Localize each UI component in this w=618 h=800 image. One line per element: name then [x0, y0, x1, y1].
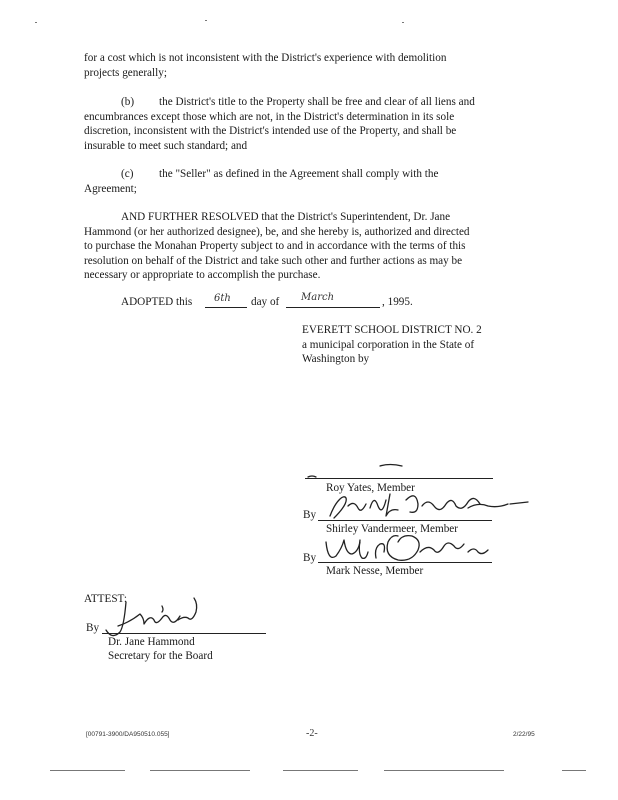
scan-speck	[562, 770, 586, 771]
text-line: to purchase the Monahan Property subject to and in accordance with the terms of this	[84, 240, 466, 253]
item-label: (c)	[121, 168, 134, 180]
scan-speck	[35, 22, 37, 23]
district-desc: Washington by	[302, 353, 370, 366]
text-line: for a cost which is not inconsistent with the District's experience with demolition	[84, 52, 447, 64]
adopted-month-value: March	[301, 292, 335, 303]
scan-speck	[205, 20, 207, 21]
shirley-vandermeer-signature	[318, 486, 533, 522]
signer-name-mark: Mark Nesse, Member	[326, 565, 424, 577]
text-line: necessary or appropriate to accomplish the purchase.	[84, 269, 321, 282]
text-line: projects generally;	[84, 66, 167, 79]
attest-title: Secretary for the Board	[108, 650, 213, 662]
paragraph-b	[84, 95, 532, 153]
attest-name: Dr. Jane Hammond	[108, 636, 195, 648]
footer-date: 2/22/95	[513, 731, 535, 738]
paragraph-c	[84, 167, 532, 196]
adopted-line	[121, 292, 481, 311]
month-blank	[286, 307, 380, 308]
adopted-mid: day of	[251, 296, 280, 308]
footer-file-ref: [00791-3900/DA950510.055]	[86, 731, 170, 738]
adopted-prefix: ADOPTED this	[121, 296, 193, 308]
district-name: EVERETT SCHOOL DISTRICT NO. 2	[302, 324, 482, 336]
item-label: (b)	[121, 96, 135, 108]
text-line: encumbrances except those which are not, in the District's determination in its sole	[84, 110, 455, 123]
signer-name-shirley: Shirley Vandermeer, Member	[326, 523, 458, 535]
scan-line	[283, 770, 358, 771]
mark-nesse-signature	[320, 530, 500, 566]
attest-by-label: By	[86, 622, 100, 634]
text-line: Hammond (or her authorized designee), be, and she hereby is, authorized and directed	[84, 225, 470, 238]
signer-name-roy: Roy Yates, Member	[326, 482, 415, 494]
text-line: Agreement;	[84, 182, 137, 195]
by-label: By	[303, 552, 317, 564]
text-line: insurable to meet such standard; and	[84, 139, 248, 152]
district-block	[302, 323, 542, 367]
attest-label: ATTEST:	[84, 593, 127, 605]
day-blank	[205, 307, 247, 308]
resolved-paragraph	[84, 210, 532, 283]
district-desc: a municipal corporation in the State of	[302, 338, 475, 351]
scan-line	[384, 770, 504, 771]
scan-line	[50, 770, 125, 771]
adopted-suffix: , 1995.	[382, 296, 413, 308]
roy-yates-signature-mark	[300, 460, 500, 482]
text-line: the District's title to the Property shall be free and clear of all liens and	[159, 96, 475, 108]
text-line: discretion, inconsistent with the District's intended use of the Property, and shall be	[84, 125, 457, 138]
paragraph-a-continued	[84, 51, 532, 80]
footer-page-number: -2-	[306, 728, 318, 739]
adopted-day-value: 6th	[214, 293, 231, 304]
text-line: AND FURTHER RESOLVED that the District's Superintendent, Dr. Jane	[121, 211, 451, 223]
jane-hammond-signature	[100, 596, 210, 640]
scan-speck	[402, 22, 404, 23]
text-line: resolution on behalf of the District and take such other and further actions as may be	[84, 254, 463, 267]
text-line: the "Seller" as defined in the Agreement shall comply with the	[159, 168, 439, 180]
by-label: By	[303, 509, 317, 521]
scan-line	[150, 770, 250, 771]
